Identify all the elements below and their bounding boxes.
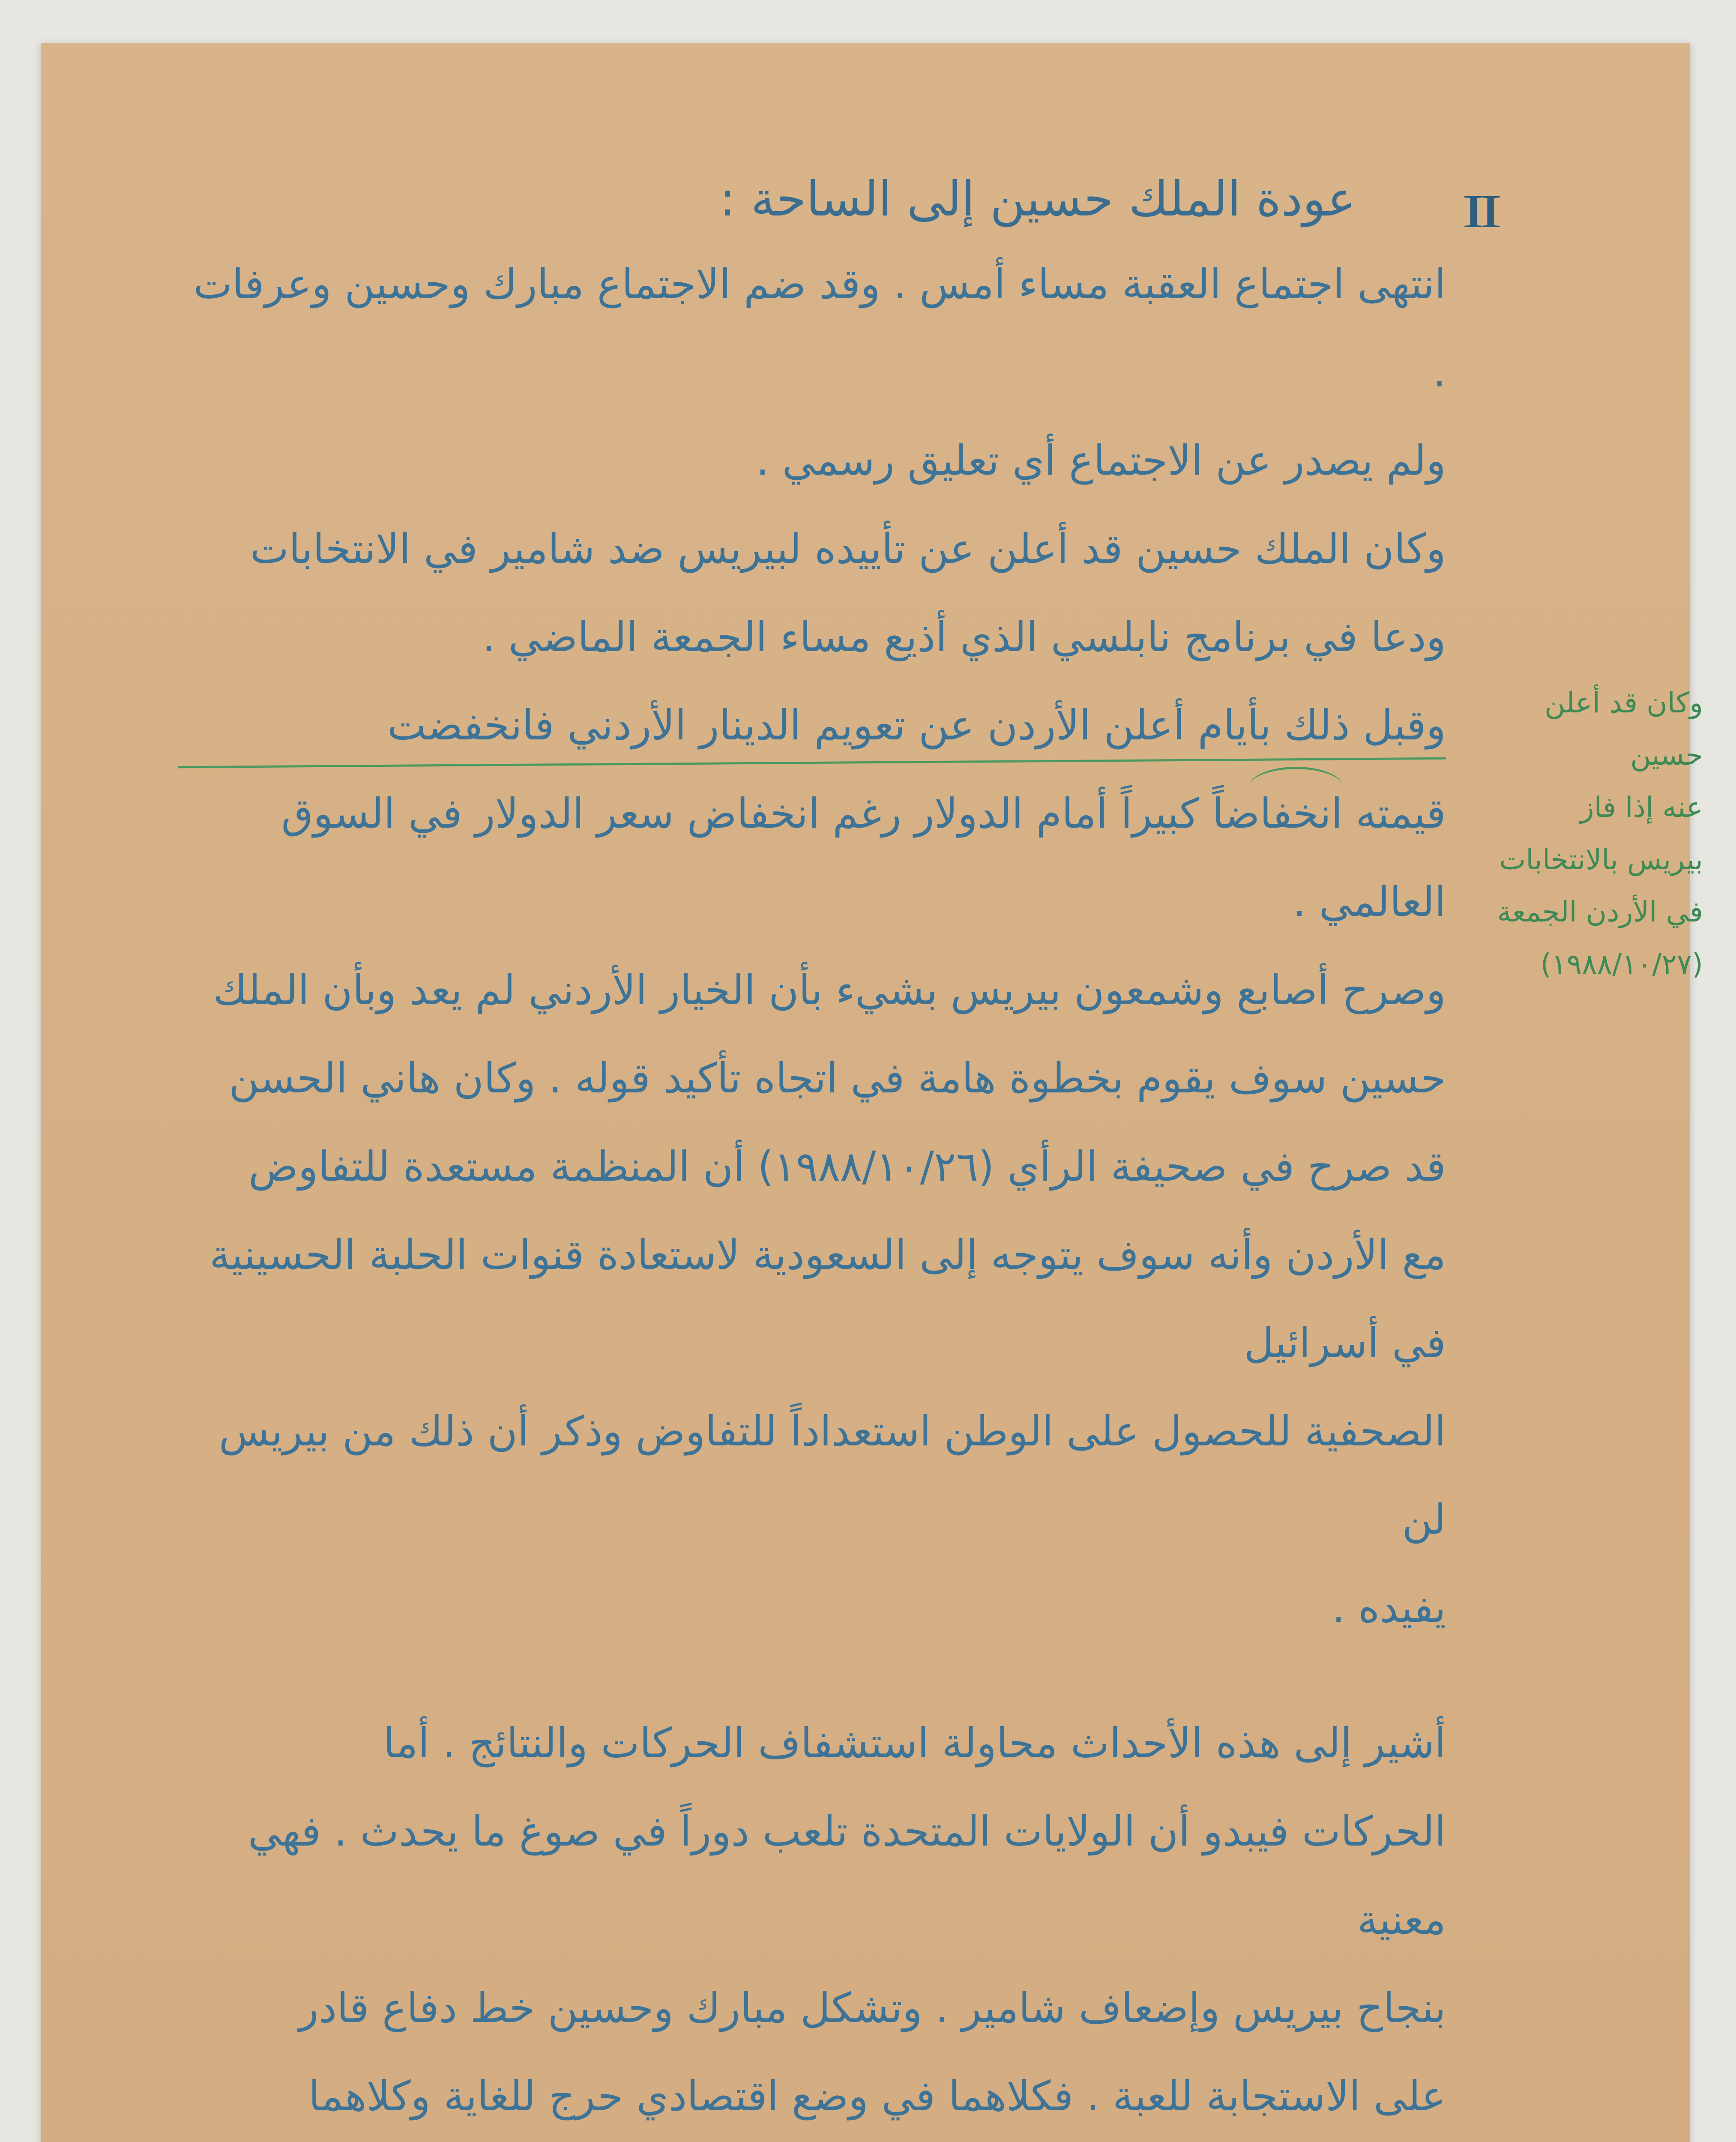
section-number: II xyxy=(1461,185,1496,237)
text-line: الحركات فيبدو أن الولايات المتحدة تلعب دوراً في صوغ ما يحدث . فهي معنية xyxy=(248,1807,1446,1944)
margin-note-line: في الأردن الجمعة xyxy=(1497,895,1703,928)
text-line: يفيده . xyxy=(1332,1584,1446,1632)
margin-note-line: (١٩٨٨/١٠/٢٧) xyxy=(1540,948,1703,981)
text-line: ولم يصدر عن الاجتماع أي تعليق رسمي . xyxy=(756,437,1446,485)
text-line: الصحفية للحصول على الوطن استعداداً للتفاوض وذكر أن ذلك من بيريس لن xyxy=(218,1407,1446,1544)
text-line: حسين سوف يقوم بخطوة هامة في اتجاه تأكيد قوله . وكان هاني الحسن xyxy=(229,1054,1446,1102)
text-line: قد صرح في صحيفة الرأي (١٩٨٨/١٠/٢٦) أن المنظمة مستعدة للتفاوض xyxy=(248,1143,1446,1191)
margin-note-line: بيريس بالانتخابات xyxy=(1499,843,1703,876)
text-line: بنجاح بيريس وإضعاف شامير . وتشكل مبارك وحسين خط دفاع قادر xyxy=(299,1984,1446,2032)
text-line: على الاستجابة للعبة . فكلاهما في وضع اقتصادي حرج للغاية وكلاهما xyxy=(308,2072,1446,2120)
text-line: مع الأردن وأنه سوف يتوجه إلى السعودية لاستعادة قنوات الحلبة الحسينية في أسرائيل xyxy=(209,1231,1446,1367)
margin-note-line: عنه إذا فاز xyxy=(1580,791,1703,824)
text-line: وصرح أصابع وشمعون بيريس بشيء بأن الخيار الأردني لم يعد وبأن الملك xyxy=(213,966,1446,1014)
text-line: ودعا في برنامج نابلسي الذي أذيع مساء الجمعة الماضي . xyxy=(482,613,1446,661)
paper-sheet xyxy=(41,43,1703,2142)
text-line: أشير إلى هذه الأحداث محاولة استشفاف الحركات والنتائج . أما xyxy=(383,1719,1446,1767)
margin-note xyxy=(1463,677,1703,990)
text-line: انتهى اجتماع العقبة مساء أمس . وقد ضم الاجتماع مبارك وحسين وعرفات . xyxy=(193,260,1446,396)
insertion-caret-mark xyxy=(1249,767,1343,808)
text-line: قيمته انخفاضاً كبيراً أمام الدولار رغم انخفاض سعر الدولار في السوق العالمي . xyxy=(281,790,1446,926)
text-line: وقبل ذلك بأيام أعلن الأردن عن تعويم الدينار الأردني فانخفضت xyxy=(387,701,1446,749)
section-heading: عودة الملك حسين إلى الساحة : xyxy=(719,171,1356,227)
handwritten-body xyxy=(169,240,1446,2142)
text-line xyxy=(169,2140,1446,2142)
margin-note-line: وكان قد أعلن حسين xyxy=(1544,686,1703,772)
text-line: وكان الملك حسين قد أعلن عن تأييده لبيريس ضد شامير في الانتخابات xyxy=(250,525,1446,573)
